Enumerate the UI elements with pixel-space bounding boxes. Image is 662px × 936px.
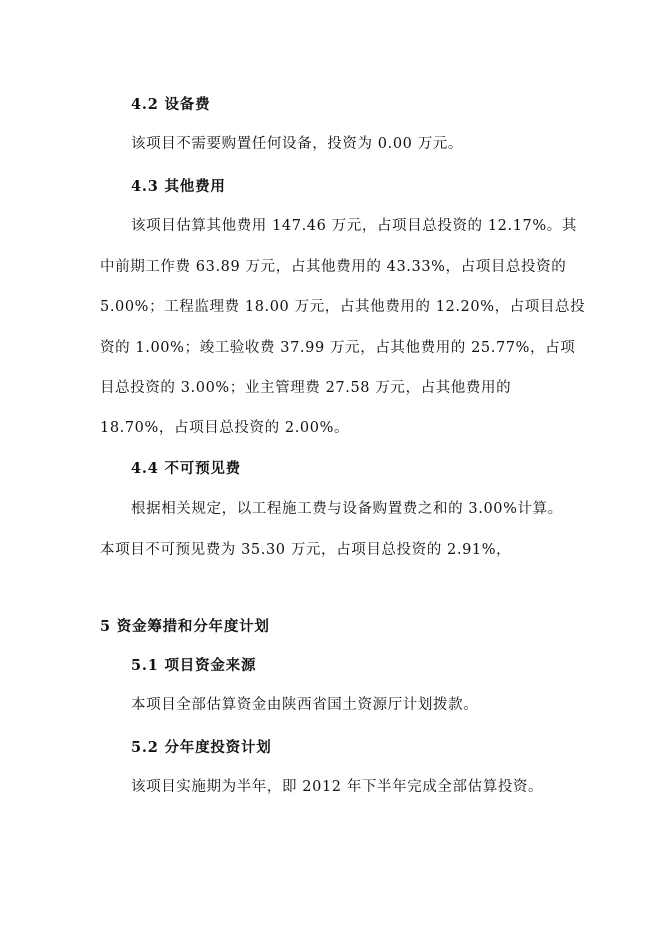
section-4-3-text-line: 中前期工作费 63.89 万元，占其他费用的 43.33%，占项目总投资的 bbox=[100, 259, 567, 275]
section-4-3-text-line: 资的 1.00%；竣工验收费 37.99 万元，占其他费用的 25.77%，占项 bbox=[100, 340, 576, 356]
section-5-1-text-line: 本项目全部估算资金由陕西省国土资源厅计划拨款。 bbox=[131, 697, 479, 713]
section-5-2-heading: 5.2 分年度投资计划 bbox=[131, 739, 272, 756]
section-4-4-text-line: 根据相关规定，以工程施工费与设备购置费之和的 3.00%计算。 bbox=[131, 501, 563, 517]
section-4-4-text-line: 本项目不可预见费为 35.30 万元，占项目总投资的 2.91%， bbox=[100, 542, 512, 558]
section-4-3-text-line: 该项目估算其他费用 147.46 万元，占项目总投资的 12.17%。其 bbox=[131, 218, 577, 234]
section-4-3-text-line: 18.70%，占项目总投资的 2.00%。 bbox=[100, 420, 350, 436]
section-4-4-heading: 4.4 不可预见费 bbox=[131, 460, 241, 477]
section-5-1-heading: 5.1 项目资金来源 bbox=[131, 657, 257, 674]
section-4-3-heading: 4.3 其他费用 bbox=[131, 178, 226, 195]
section-4-2-text-line: 该项目不需要购置任何设备，投资为 0.00 万元。 bbox=[131, 136, 464, 152]
section-4-3-text-line: 5.00%；工程监理费 18.00 万元，占其他费用的 12.20%，占项目总投 bbox=[100, 299, 586, 315]
section-4-2-heading: 4.2 设备费 bbox=[131, 96, 211, 113]
section-5-2-text-line: 该项目实施期为半年，即 2012 年下半年完成全部估算投资。 bbox=[131, 779, 544, 795]
section-5-heading: 5 资金筹措和分年度计划 bbox=[100, 618, 270, 635]
section-4-3-text-line: 目总投资的 3.00%；业主管理费 27.58 万元，占其他费用的 bbox=[100, 380, 512, 396]
